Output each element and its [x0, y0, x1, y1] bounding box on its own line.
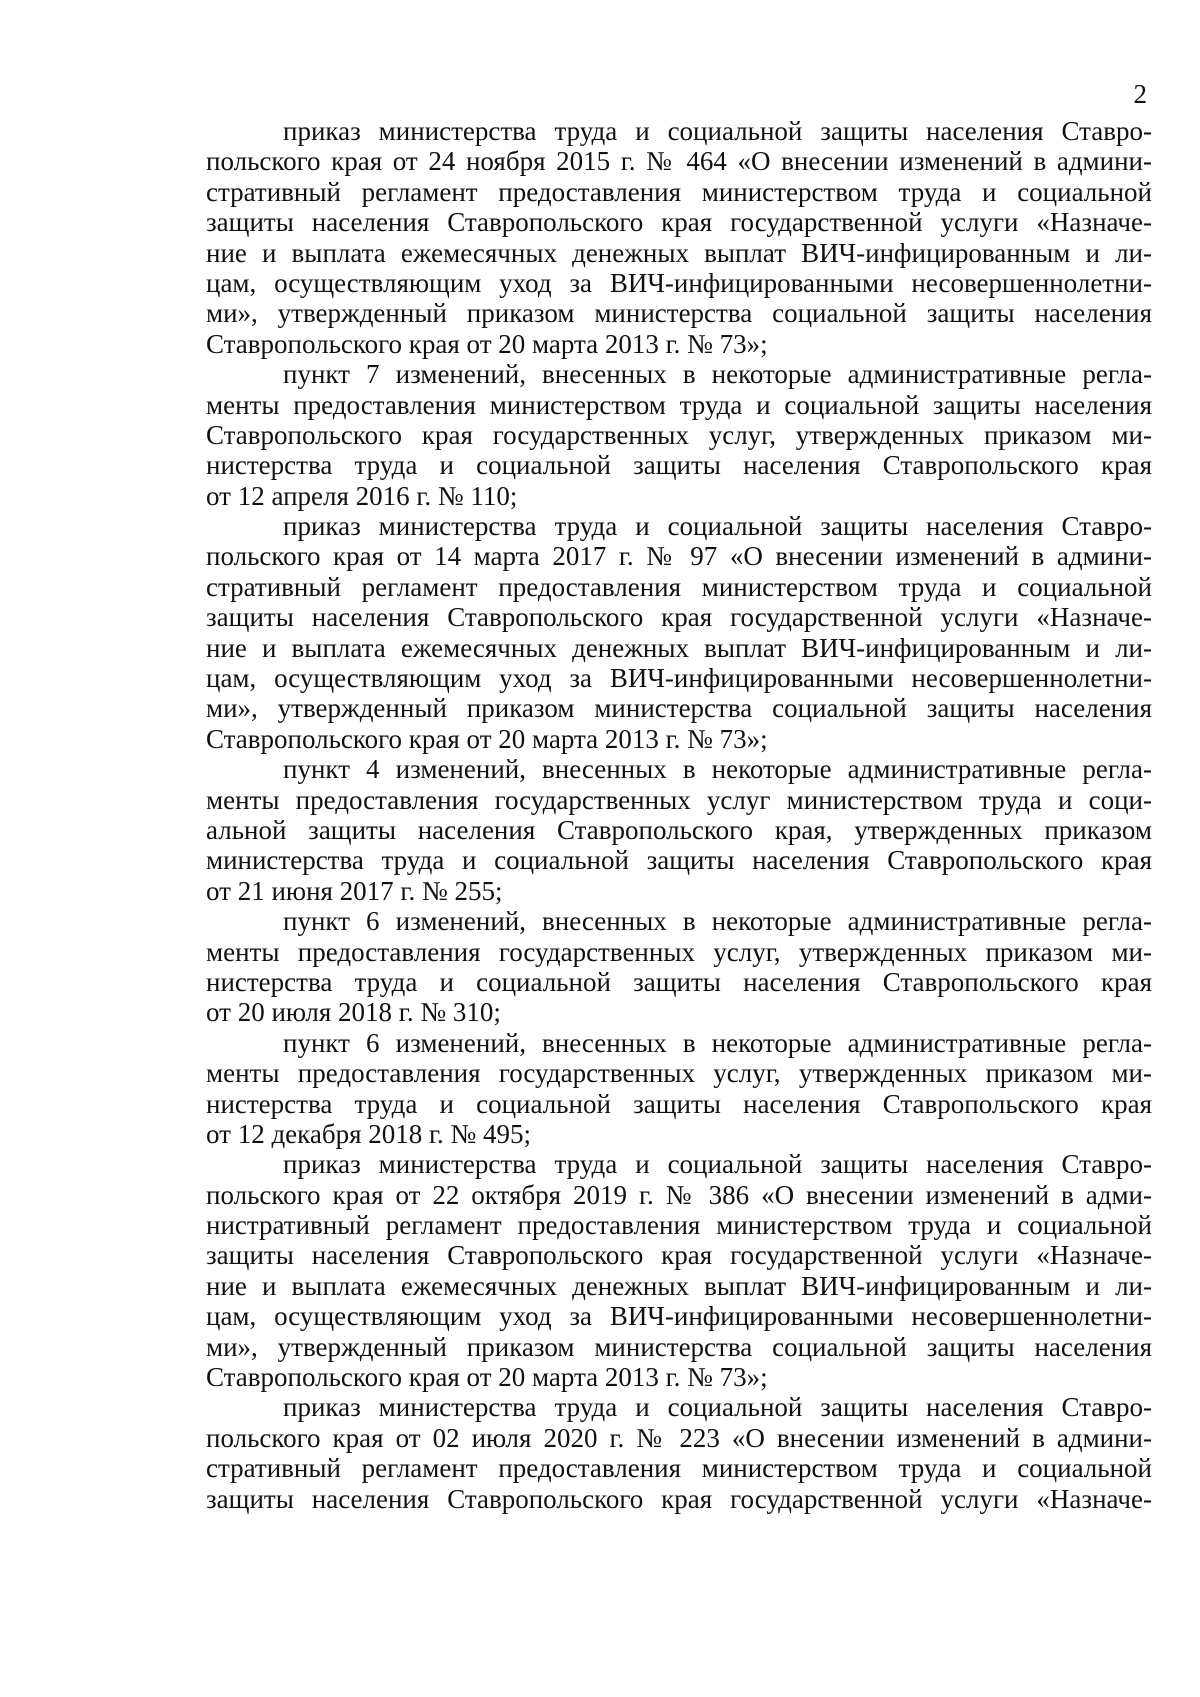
text-line: стративный регламент предоставления министерством труда и социальной — [206, 571, 1152, 602]
text-line: ние и выплата ежемесячных денежных выплат ВИЧ-инфицированным и ли- — [206, 1270, 1152, 1301]
text-line: от 20 июля 2018 г. № 310; — [206, 997, 501, 1028]
text-line: приказ министерства труда и социальной защиты населения Ставро- — [283, 1392, 1152, 1423]
text-line: стративный регламент предоставления министерством труда и социальной — [206, 1453, 1152, 1484]
text-line: нистерства труда и социальной защиты населения Ставропольского края — [206, 966, 1152, 997]
text-line: ми», утвержденный приказом министерства социальной защиты населения — [206, 1331, 1152, 1362]
text-line: защиты населения Ставропольского края государственной услуги «Назначе- — [206, 1483, 1152, 1514]
text-line: альной защиты населения Ставропольского края, утвержденных приказом — [206, 814, 1152, 845]
text-line: Ставропольского края от 20 марта 2013 г. № 73»; — [206, 328, 768, 359]
text-line: цам, осуществляющим уход за ВИЧ-инфицированными несовершеннолетни- — [206, 663, 1152, 694]
text-line: пункт 4 изменений, внесенных в некоторые административные регла- — [283, 754, 1152, 785]
text-line: защиты населения Ставропольского края государственной услуги «Назначе- — [206, 207, 1152, 238]
text-line: менты предоставления министерством труда и социальной защиты населения — [206, 389, 1152, 420]
paragraph — [206, 116, 1152, 359]
text-line: нистративный регламент предоставления министерством труда и социальной — [206, 1210, 1152, 1241]
text-line: министерства труда и социальной защиты населения Ставропольского края — [206, 845, 1152, 876]
text-line: от 12 декабря 2018 г. № 495; — [206, 1118, 532, 1149]
text-line: Ставропольского края от 20 марта 2013 г. № 73»; — [206, 1362, 768, 1393]
text-line: ми», утвержденный приказом министерства социальной защиты населения — [206, 298, 1152, 329]
text-line: защиты населения Ставропольского края государственной услуги «Назначе- — [206, 1240, 1152, 1271]
text-line: польского края от 24 ноября 2015 г. № 464 «О внесении изменений в админи- — [206, 146, 1152, 177]
text-line: менты предоставления государственных услуг министерством труда и соци- — [206, 784, 1152, 815]
text-line: польского края от 14 марта 2017 г. № 97 «О внесении изменений в админи- — [206, 541, 1152, 572]
paragraph — [206, 359, 1152, 511]
text-line: Ставропольского края государственных услуг, утвержденных приказом ми- — [206, 419, 1152, 450]
text-line: нистерства труда и социальной защиты населения Ставропольского края — [206, 1088, 1152, 1119]
paragraph — [206, 511, 1152, 754]
paragraph — [206, 1028, 1152, 1150]
text-line: цам, осуществляющим уход за ВИЧ-инфицированными несовершеннолетни- — [206, 267, 1152, 298]
text-line: польского края от 22 октября 2019 г. № 386 «О внесении изменений в адми- — [206, 1179, 1152, 1210]
text-line: пункт 6 изменений, внесенных в некоторые административные регла- — [283, 906, 1152, 937]
text-line: менты предоставления государственных услуг, утвержденных приказом ми- — [206, 1058, 1152, 1089]
text-line: ние и выплата ежемесячных денежных выплат ВИЧ-инфицированным и ли- — [206, 237, 1152, 268]
document-body — [206, 116, 1152, 1514]
text-line: приказ министерства труда и социальной защиты населения Ставро- — [283, 511, 1152, 542]
text-line: Ставропольского края от 20 марта 2013 г. № 73»; — [206, 723, 768, 754]
text-line: от 12 апреля 2016 г. № 110; — [206, 480, 518, 511]
text-line: пункт 7 изменений, внесенных в некоторые административные регла- — [283, 359, 1152, 390]
text-line: менты предоставления государственных услуг, утвержденных приказом ми- — [206, 936, 1152, 967]
text-line: ми», утвержденный приказом министерства социальной защиты населения — [206, 693, 1152, 724]
text-line: стративный регламент предоставления министерством труда и социальной — [206, 176, 1152, 207]
text-line: нистерства труда и социальной защиты населения Ставропольского края — [206, 450, 1152, 481]
paragraph — [206, 1392, 1152, 1514]
text-line: приказ министерства труда и социальной защиты населения Ставро- — [283, 1149, 1152, 1180]
text-line: польского края от 02 июля 2020 г. № 223 «О внесении изменений в админи- — [206, 1422, 1152, 1453]
paragraph — [206, 1149, 1152, 1392]
text-line: ние и выплата ежемесячных денежных выплат ВИЧ-инфицированным и ли- — [206, 632, 1152, 663]
paragraph — [206, 906, 1152, 1028]
text-line: от 21 июня 2017 г. № 255; — [206, 875, 503, 906]
text-line: цам, осуществляющим уход за ВИЧ-инфицированными несовершеннолетни- — [206, 1301, 1152, 1332]
text-line: пункт 6 изменений, внесенных в некоторые административные регла- — [283, 1027, 1152, 1058]
text-line: защиты населения Ставропольского края государственной услуги «Назначе- — [206, 602, 1152, 633]
page-number: 2 — [1133, 79, 1147, 109]
paragraph — [206, 754, 1152, 906]
text-line: приказ министерства труда и социальной защиты населения Ставро- — [283, 116, 1152, 146]
